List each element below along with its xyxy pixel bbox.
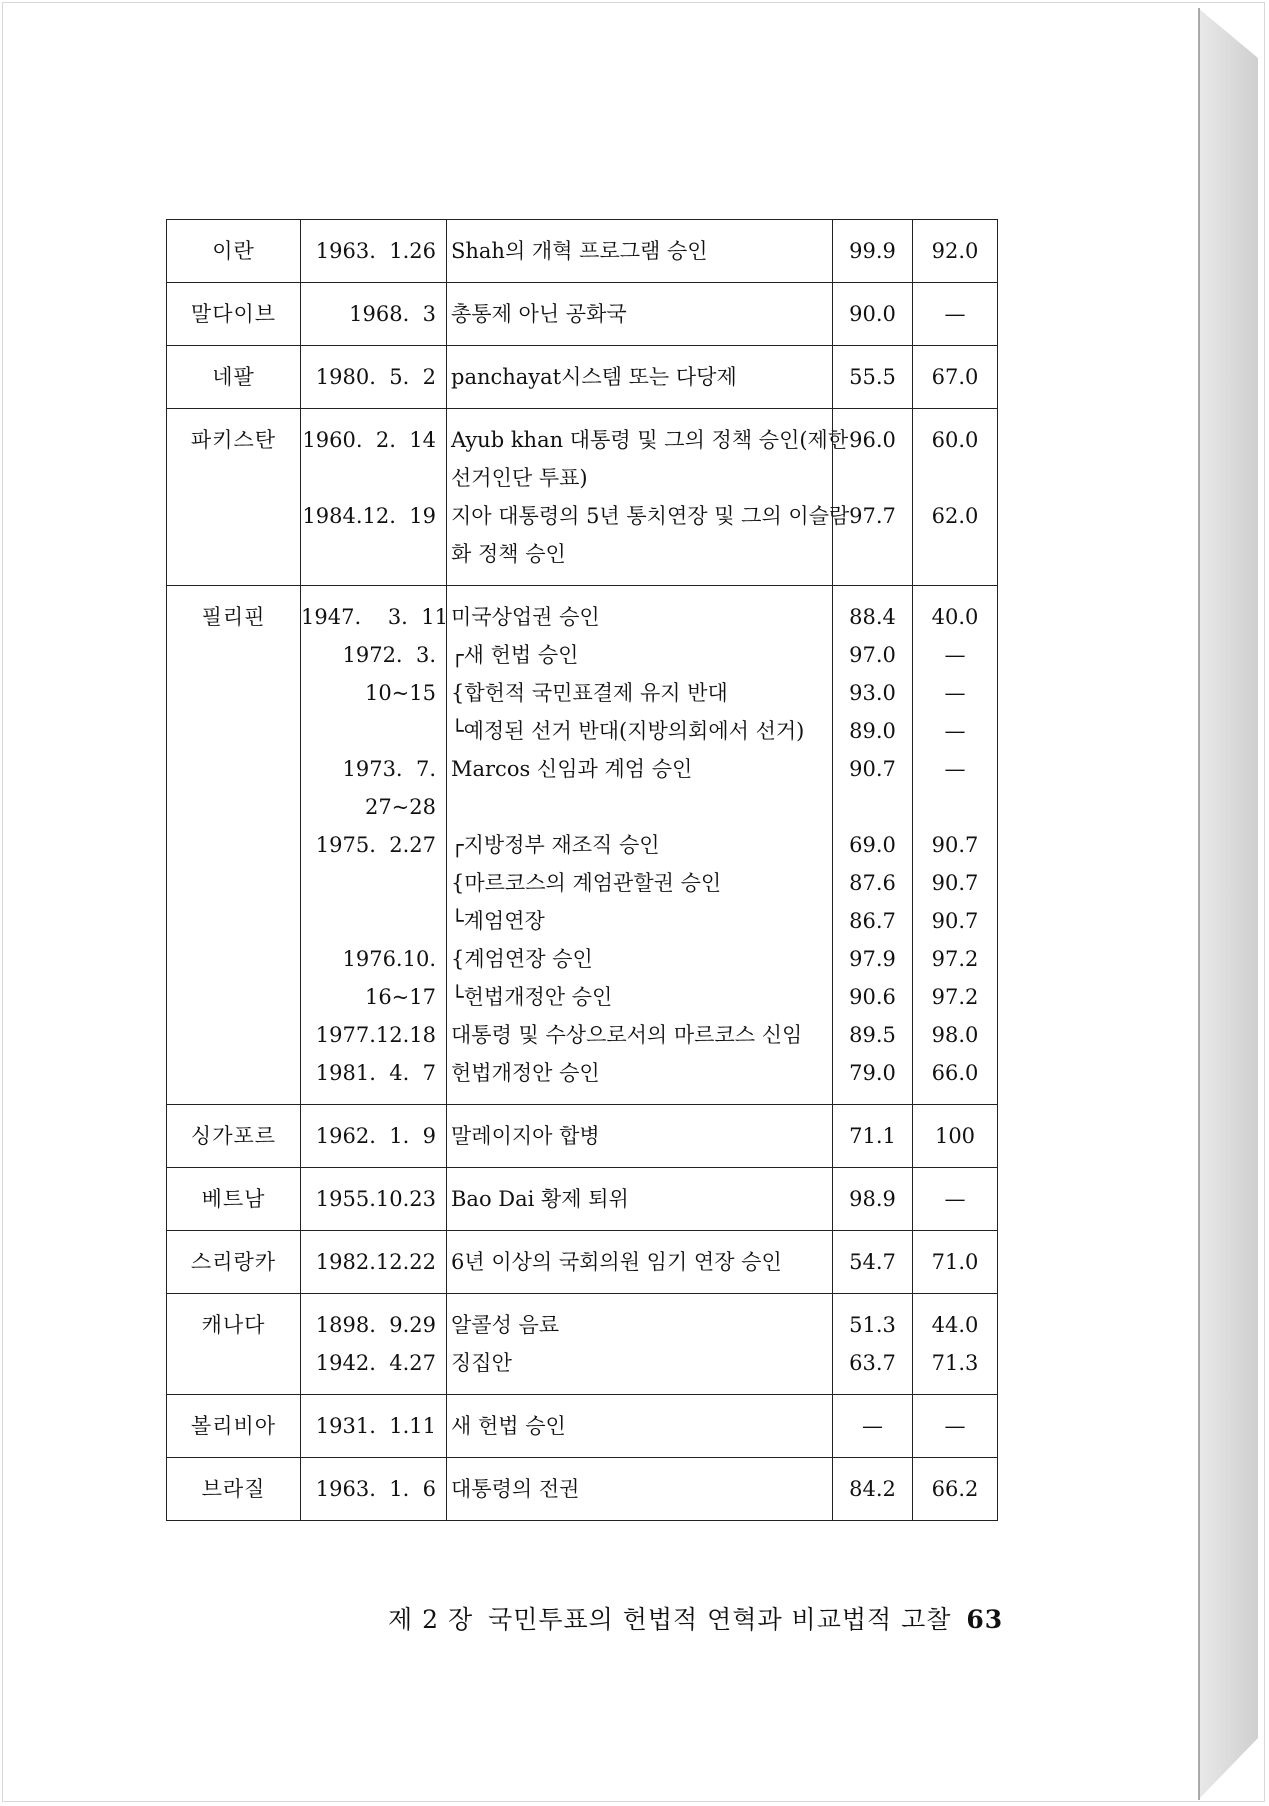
v2-line: — bbox=[944, 719, 966, 743]
descs-cell bbox=[447, 409, 850, 586]
v2-line: — bbox=[944, 757, 966, 781]
v2-line: 60.0 bbox=[931, 428, 979, 452]
v1-line: 87.6 bbox=[849, 871, 896, 895]
table-row bbox=[167, 1294, 998, 1395]
v1-line: 84.2 bbox=[849, 1477, 896, 1501]
descs-line: ┌지방정부 재조직 승인 bbox=[451, 833, 660, 857]
country-cell: 네팔 bbox=[167, 346, 301, 409]
v2-line: 44.0 bbox=[931, 1313, 979, 1337]
v1-cell bbox=[833, 1395, 913, 1458]
dates-line bbox=[301, 864, 446, 902]
dates-line: 1962. 1. 9 bbox=[315, 1124, 436, 1148]
v1-cell bbox=[833, 1458, 913, 1521]
v1-cell bbox=[833, 346, 913, 409]
descs-cell bbox=[447, 1458, 833, 1521]
descs-line: └계엄연장 bbox=[451, 909, 545, 933]
v1-cell bbox=[833, 283, 913, 346]
v2-line: 100 bbox=[934, 1124, 976, 1148]
descs-line: {합헌적 국민표결제 유지 반대 bbox=[451, 681, 728, 705]
dates-cell bbox=[301, 283, 447, 346]
descs-line: Shah의 개혁 프로그램 승인 bbox=[451, 239, 708, 263]
v2-line: — bbox=[944, 643, 966, 667]
v1-line bbox=[833, 535, 912, 573]
v2-line: 71.0 bbox=[931, 1250, 979, 1274]
dates-cell bbox=[301, 586, 447, 1105]
country-cell: 브라질 bbox=[167, 1458, 301, 1521]
dates-line: 1976.10. bbox=[342, 947, 436, 971]
v1-line: 89.5 bbox=[849, 1023, 896, 1047]
dates-line bbox=[301, 902, 446, 940]
v2-line: — bbox=[944, 1414, 966, 1438]
v1-line bbox=[833, 788, 912, 826]
book-spine-edge bbox=[1198, 8, 1200, 1800]
v2-line: — bbox=[944, 1187, 966, 1211]
v2-line: — bbox=[944, 681, 966, 705]
v1-line: 63.7 bbox=[849, 1351, 896, 1375]
table-row bbox=[167, 1168, 998, 1231]
v2-cell bbox=[913, 220, 998, 283]
v1-line: 97.0 bbox=[849, 643, 896, 667]
v1-line: 99.9 bbox=[849, 239, 896, 263]
descs-line: └예정된 선거 반대(지방의회에서 선거) bbox=[451, 719, 805, 743]
v1-line: 90.0 bbox=[849, 302, 896, 326]
dates-line: 1975. 2.27 bbox=[315, 833, 436, 857]
dates-cell bbox=[301, 220, 447, 283]
dates-line: 1972. 3. bbox=[342, 643, 436, 667]
dates-line: 1942. 4.27 bbox=[315, 1351, 436, 1375]
dates-line: 1955.10.23 bbox=[315, 1187, 436, 1211]
descs-line: 대통령 및 수상으로서의 마르코스 신임 bbox=[451, 1023, 803, 1047]
descs-line: 알콜성 음료 bbox=[451, 1313, 560, 1337]
footer-chapter: 제 2 장 bbox=[388, 1605, 474, 1634]
descs-cell bbox=[447, 1395, 833, 1458]
v2-cell bbox=[913, 1395, 998, 1458]
dates-line: 1931. 1.11 bbox=[315, 1414, 436, 1438]
dates-cell bbox=[301, 409, 447, 586]
dates-cell bbox=[301, 1395, 447, 1458]
dates-line: 1973. 7. bbox=[342, 757, 436, 781]
country-cell: 베트남 bbox=[167, 1168, 301, 1231]
descs-line bbox=[447, 788, 832, 826]
table-row bbox=[167, 346, 998, 409]
country-cell: 스리랑카 bbox=[167, 1231, 301, 1294]
v1-cell bbox=[833, 1294, 913, 1395]
v2-line bbox=[913, 788, 997, 826]
descs-line: Bao Dai 황제 퇴위 bbox=[451, 1187, 629, 1211]
v1-cell bbox=[833, 1231, 913, 1294]
v1-cell bbox=[833, 220, 913, 283]
v1-line: 86.7 bbox=[849, 909, 896, 933]
v1-line: 71.1 bbox=[849, 1124, 896, 1148]
dates-line: 10~15 bbox=[364, 681, 436, 705]
v2-line: 62.0 bbox=[931, 504, 979, 528]
dates-line: 1981. 4. 7 bbox=[315, 1061, 436, 1085]
descs-line: 미국상업권 승인 bbox=[451, 605, 600, 629]
referendum-table-body bbox=[167, 220, 998, 1521]
table-row bbox=[167, 1458, 998, 1521]
descs-line: └헌법개정안 승인 bbox=[451, 985, 613, 1009]
v2-line: 71.3 bbox=[931, 1351, 979, 1375]
dates-cell bbox=[301, 1458, 447, 1521]
table-row bbox=[167, 586, 998, 1105]
v2-cell bbox=[913, 283, 998, 346]
descs-line: 새 헌법 승인 bbox=[451, 1414, 566, 1438]
v2-line bbox=[913, 459, 997, 497]
book-spine bbox=[1198, 8, 1258, 1800]
v1-line: 89.0 bbox=[849, 719, 896, 743]
v2-cell bbox=[913, 1458, 998, 1521]
table-row bbox=[167, 1105, 998, 1168]
descs-line: 선거인단 투표) bbox=[451, 466, 588, 490]
v1-line: 69.0 bbox=[849, 833, 896, 857]
v2-line: 66.2 bbox=[931, 1477, 979, 1501]
dates-line bbox=[301, 535, 446, 573]
descs-line: 지아 대통령의 5년 통치연장 및 그의 이슬람 bbox=[451, 504, 850, 528]
v1-line: 97.7 bbox=[849, 504, 896, 528]
v1-line: 93.0 bbox=[849, 681, 896, 705]
v1-cell bbox=[833, 1168, 913, 1231]
v2-line: 90.7 bbox=[931, 833, 979, 857]
v1-cell bbox=[833, 586, 913, 1105]
country-cell: 파키스탄 bbox=[167, 409, 301, 586]
v1-line: 98.9 bbox=[849, 1187, 896, 1211]
v2-line: — bbox=[944, 302, 966, 326]
dates-line: 1960. 2. 14 bbox=[302, 428, 436, 452]
v1-line: 96.0 bbox=[849, 428, 896, 452]
descs-line: {마르코스의 계엄관할권 승인 bbox=[451, 871, 722, 895]
dates-line: 16~17 bbox=[364, 985, 436, 1009]
v2-cell bbox=[913, 1231, 998, 1294]
dates-cell bbox=[301, 1168, 447, 1231]
country-cell: 볼리비아 bbox=[167, 1395, 301, 1458]
table-row bbox=[167, 283, 998, 346]
table-row bbox=[167, 1395, 998, 1458]
dates-line: 27~28 bbox=[364, 795, 436, 819]
dates-line: 1982.12.22 bbox=[315, 1250, 436, 1274]
descs-cell bbox=[447, 346, 833, 409]
footer-page-number: 63 bbox=[966, 1605, 1004, 1634]
dates-cell bbox=[301, 346, 447, 409]
v2-line: 90.7 bbox=[931, 871, 979, 895]
descs-line: 대통령의 전권 bbox=[451, 1477, 580, 1501]
descs-cell bbox=[447, 1168, 833, 1231]
v1-line: — bbox=[862, 1414, 883, 1438]
country-cell: 말다이브 bbox=[167, 283, 301, 346]
descs-line: 징집안 bbox=[451, 1351, 512, 1375]
v2-line: 97.2 bbox=[931, 985, 979, 1009]
dates-cell bbox=[301, 1231, 447, 1294]
descs-line: Ayub khan 대통령 및 그의 정책 승인(제한 bbox=[451, 428, 849, 452]
dates-line: 1968. 3 bbox=[349, 302, 436, 326]
v1-line bbox=[833, 459, 912, 497]
v2-line: 97.2 bbox=[931, 947, 979, 971]
v1-line: 90.6 bbox=[849, 985, 896, 1009]
descs-cell bbox=[447, 1294, 833, 1395]
country-cell: 필리핀 bbox=[167, 586, 301, 1105]
dates-line bbox=[301, 712, 446, 750]
v2-cell bbox=[913, 409, 998, 586]
descs-line: Marcos 신임과 계엄 승인 bbox=[451, 757, 693, 781]
descs-cell bbox=[447, 1231, 833, 1294]
descs-cell bbox=[447, 283, 833, 346]
country-cell: 캐나다 bbox=[167, 1294, 301, 1395]
dates-line: 1963. 1. 6 bbox=[315, 1477, 436, 1501]
descs-line: 총통제 아닌 공화국 bbox=[451, 302, 627, 326]
descs-line: 헌법개정안 승인 bbox=[451, 1061, 600, 1085]
v2-line: 66.0 bbox=[931, 1061, 979, 1085]
country-cell: 싱가포르 bbox=[167, 1105, 301, 1168]
table-row bbox=[167, 1231, 998, 1294]
v1-line: 97.9 bbox=[849, 947, 896, 971]
v2-line: 98.0 bbox=[931, 1023, 979, 1047]
v1-line: 51.3 bbox=[849, 1313, 896, 1337]
v2-line: 67.0 bbox=[931, 365, 979, 389]
v2-cell bbox=[913, 1168, 998, 1231]
country-cell: 이란 bbox=[167, 220, 301, 283]
v2-cell bbox=[913, 1294, 998, 1395]
descs-line: {계엄연장 승인 bbox=[451, 947, 593, 971]
dates-line bbox=[301, 459, 446, 497]
dates-line: 1977.12.18 bbox=[315, 1023, 436, 1047]
v2-cell bbox=[913, 1105, 998, 1168]
v2-line: 40.0 bbox=[931, 605, 979, 629]
v2-line: 92.0 bbox=[931, 239, 979, 263]
descs-cell bbox=[447, 220, 833, 283]
dates-line: 1980. 5. 2 bbox=[315, 365, 436, 389]
v1-line: 88.4 bbox=[849, 605, 896, 629]
referendum-table bbox=[166, 219, 998, 1521]
dates-cell bbox=[301, 1105, 447, 1168]
descs-line: 화 정책 승인 bbox=[451, 542, 566, 566]
table-row bbox=[167, 409, 998, 586]
v1-line: 79.0 bbox=[849, 1061, 896, 1085]
dates-line: 1984.12. 19 bbox=[302, 504, 436, 528]
table-row bbox=[167, 220, 998, 283]
page-footer bbox=[388, 1600, 1009, 1636]
dates-line: 1898. 9.29 bbox=[315, 1313, 436, 1337]
descs-cell bbox=[447, 1105, 833, 1168]
v2-cell bbox=[913, 586, 998, 1105]
descs-line: panchayat시스템 또는 다당제 bbox=[451, 365, 737, 389]
v1-line: 54.7 bbox=[849, 1250, 896, 1274]
dates-line: 1963. 1.26 bbox=[315, 239, 436, 263]
footer-title: 국민투표의 헌법적 연혁과 비교법적 고찰 bbox=[488, 1605, 952, 1634]
v2-cell bbox=[913, 346, 998, 409]
v2-line bbox=[913, 535, 997, 573]
descs-cell bbox=[447, 586, 833, 1105]
v1-line: 90.7 bbox=[849, 757, 896, 781]
descs-line: 6년 이상의 국회의원 임기 연장 승인 bbox=[451, 1250, 782, 1274]
v2-line: 90.7 bbox=[931, 909, 979, 933]
dates-cell bbox=[301, 1294, 447, 1395]
v1-cell bbox=[833, 1105, 913, 1168]
descs-line: 말레이지아 합병 bbox=[451, 1124, 600, 1148]
dates-line: 1947. 3. 11 bbox=[301, 605, 448, 629]
descs-line: ┌새 헌법 승인 bbox=[451, 643, 579, 667]
v1-line: 55.5 bbox=[849, 365, 896, 389]
